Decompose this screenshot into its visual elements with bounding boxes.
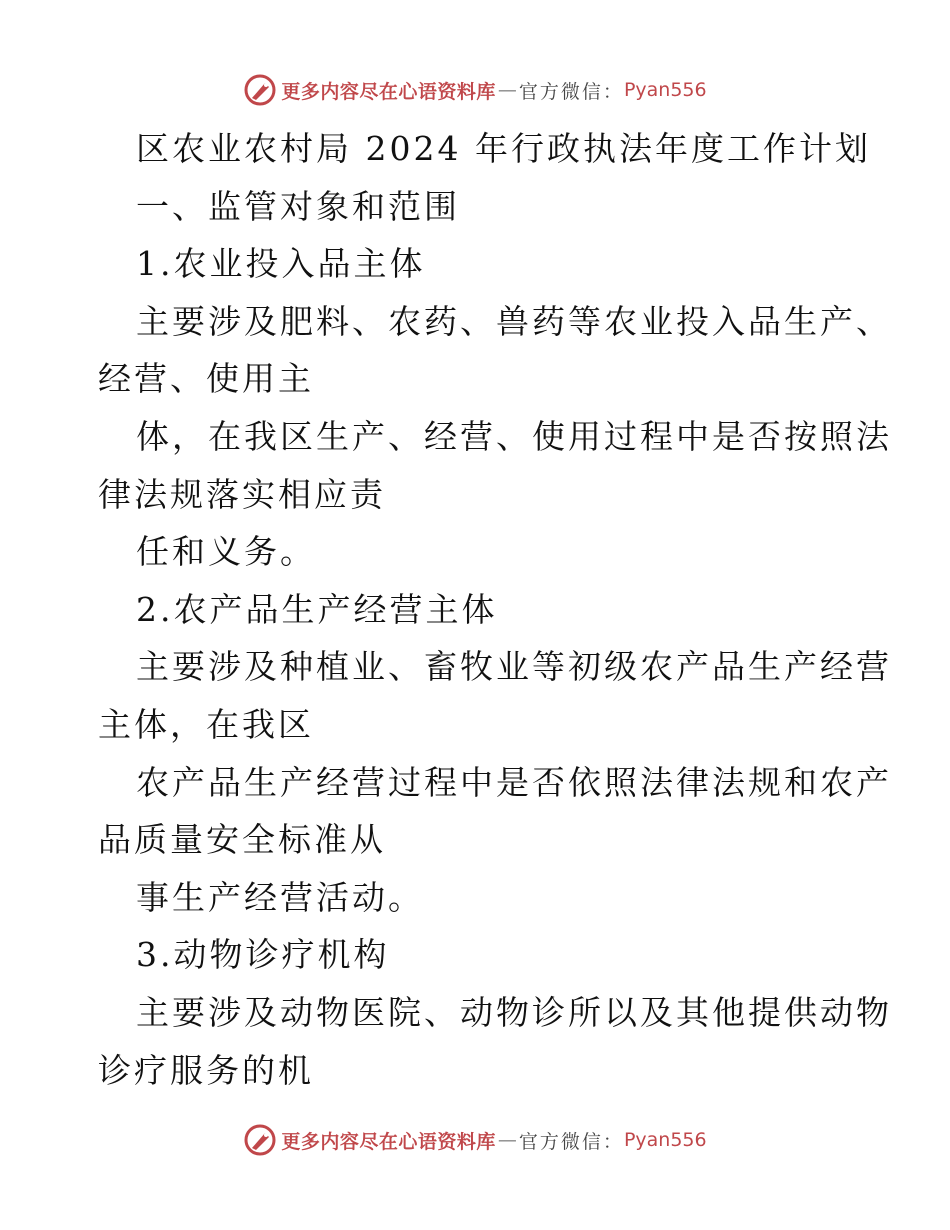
watermark-contact-id: Pyan556 <box>623 1129 707 1151</box>
pen-nib-seal-icon <box>243 1123 277 1157</box>
header-watermark <box>0 70 950 110</box>
watermark-contact-id: Pyan556 <box>623 79 707 101</box>
subsection-heading: 3.动物诊疗机构 <box>136 935 390 975</box>
watermark-separator: — <box>497 79 517 101</box>
paragraph-line: 事生产经营活动。 <box>136 877 424 917</box>
subsection-heading: 2.农产品生产经营主体 <box>136 589 498 629</box>
paragraph-line: 诊疗服务的机 <box>98 1050 314 1090</box>
paragraph-line: 主要涉及肥料、农药、兽药等农业投入品生产、 <box>136 301 892 341</box>
footer-watermark <box>0 1120 950 1160</box>
watermark-separator: — <box>497 1129 517 1151</box>
watermark-brand: 更多内容尽在心语资料库 <box>281 80 496 103</box>
paragraph-line: 品质量安全标准从 <box>98 820 386 860</box>
section-heading: 一、监管对象和范围 <box>136 186 460 226</box>
paragraph-line: 任和义务。 <box>136 532 316 572</box>
paragraph-line: 主要涉及动物医院、动物诊所以及其他提供动物 <box>136 992 892 1032</box>
paragraph-line: 律法规落实相应责 <box>98 474 386 514</box>
paragraph-line: 主体，在我区 <box>98 704 314 744</box>
watermark-contact-label: 官方微信： <box>518 1130 624 1153</box>
pen-nib-seal-icon <box>243 73 277 107</box>
paragraph-line: 农产品生产经营过程中是否依照法律法规和农产 <box>136 762 892 802</box>
watermark-contact-label: 官方微信： <box>518 80 624 103</box>
watermark-brand: 更多内容尽在心语资料库 <box>281 1130 496 1153</box>
document-body <box>98 120 892 1099</box>
paragraph-line: 经营、使用主 <box>98 359 314 399</box>
paragraph-line: 主要涉及种植业、畜牧业等初级农产品生产经营 <box>136 647 892 687</box>
paragraph-line: 体，在我区生产、经营、使用过程中是否按照法 <box>136 416 892 456</box>
subsection-heading: 1.农业投入品主体 <box>136 244 426 284</box>
document-title: 区农业农村局 2024 年行政执法年度工作计划 <box>136 129 871 168</box>
